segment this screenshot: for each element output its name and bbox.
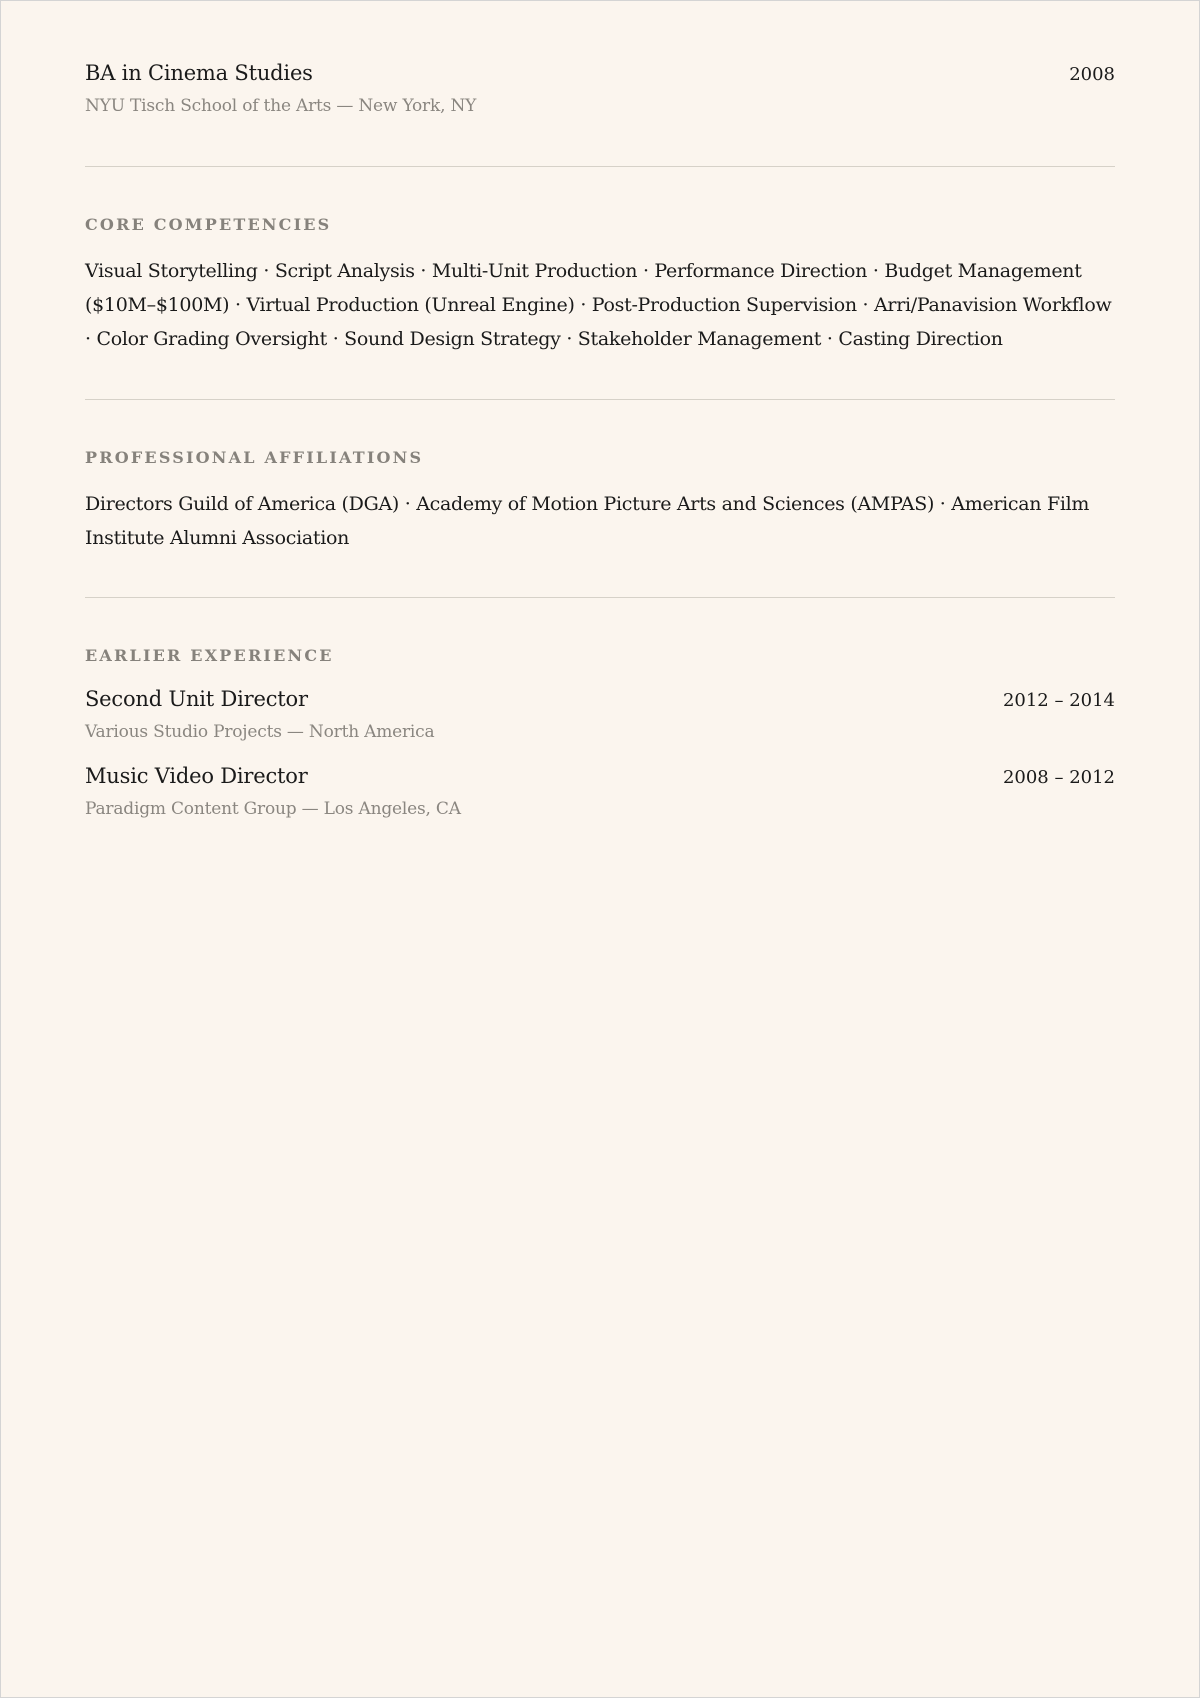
affiliations-section: [85, 448, 1115, 555]
section-heading: CORE COMPETENCIES: [85, 215, 332, 234]
degree-title: BA in Cinema Studies: [85, 61, 313, 85]
education-entry: [85, 61, 1115, 116]
job-organization: Paradigm Content Group — Los Angeles, CA: [85, 799, 461, 819]
job-header: [85, 687, 1115, 711]
education-header: [85, 61, 1115, 85]
earlier-experience-section: [85, 646, 1115, 819]
job-dates: 2012 – 2014: [1002, 690, 1115, 711]
job-dates: 2008 – 2012: [1002, 767, 1115, 788]
degree-year: 2008: [1069, 64, 1115, 85]
job-title: Second Unit Director: [85, 687, 308, 711]
section-divider: [85, 597, 1115, 598]
section-heading: PROFESSIONAL AFFILIATIONS: [85, 448, 424, 467]
section-heading: EARLIER EXPERIENCE: [85, 646, 334, 665]
competencies-list: Visual Storytelling · Script Analysis · Multi-Unit Production · Performance Direction · Budget Management ($10M–$100M) · Virtual Production (Unreal Engine) · Post-Production Supervision · Arri/Panavision Workflow · Color Grading Oversight · Sound Design Strategy · Stakeholder Management · Casting Direction: [85, 260, 1112, 350]
job-title: Music Video Director: [85, 764, 308, 788]
job-entry: [85, 764, 1115, 819]
school-name: NYU Tisch School of the Arts — New York, NY: [85, 96, 477, 116]
section-divider: [85, 399, 1115, 400]
section-divider: [85, 166, 1115, 167]
core-competencies-section: [85, 215, 1115, 356]
job-header: [85, 764, 1115, 788]
job-organization: Various Studio Projects — North America: [85, 722, 435, 742]
affiliations-list: Directors Guild of America (DGA) · Academy of Motion Picture Arts and Sciences (AMPAS) · American Film Institute Alumni Association: [85, 493, 1090, 549]
job-entry: [85, 687, 1115, 742]
